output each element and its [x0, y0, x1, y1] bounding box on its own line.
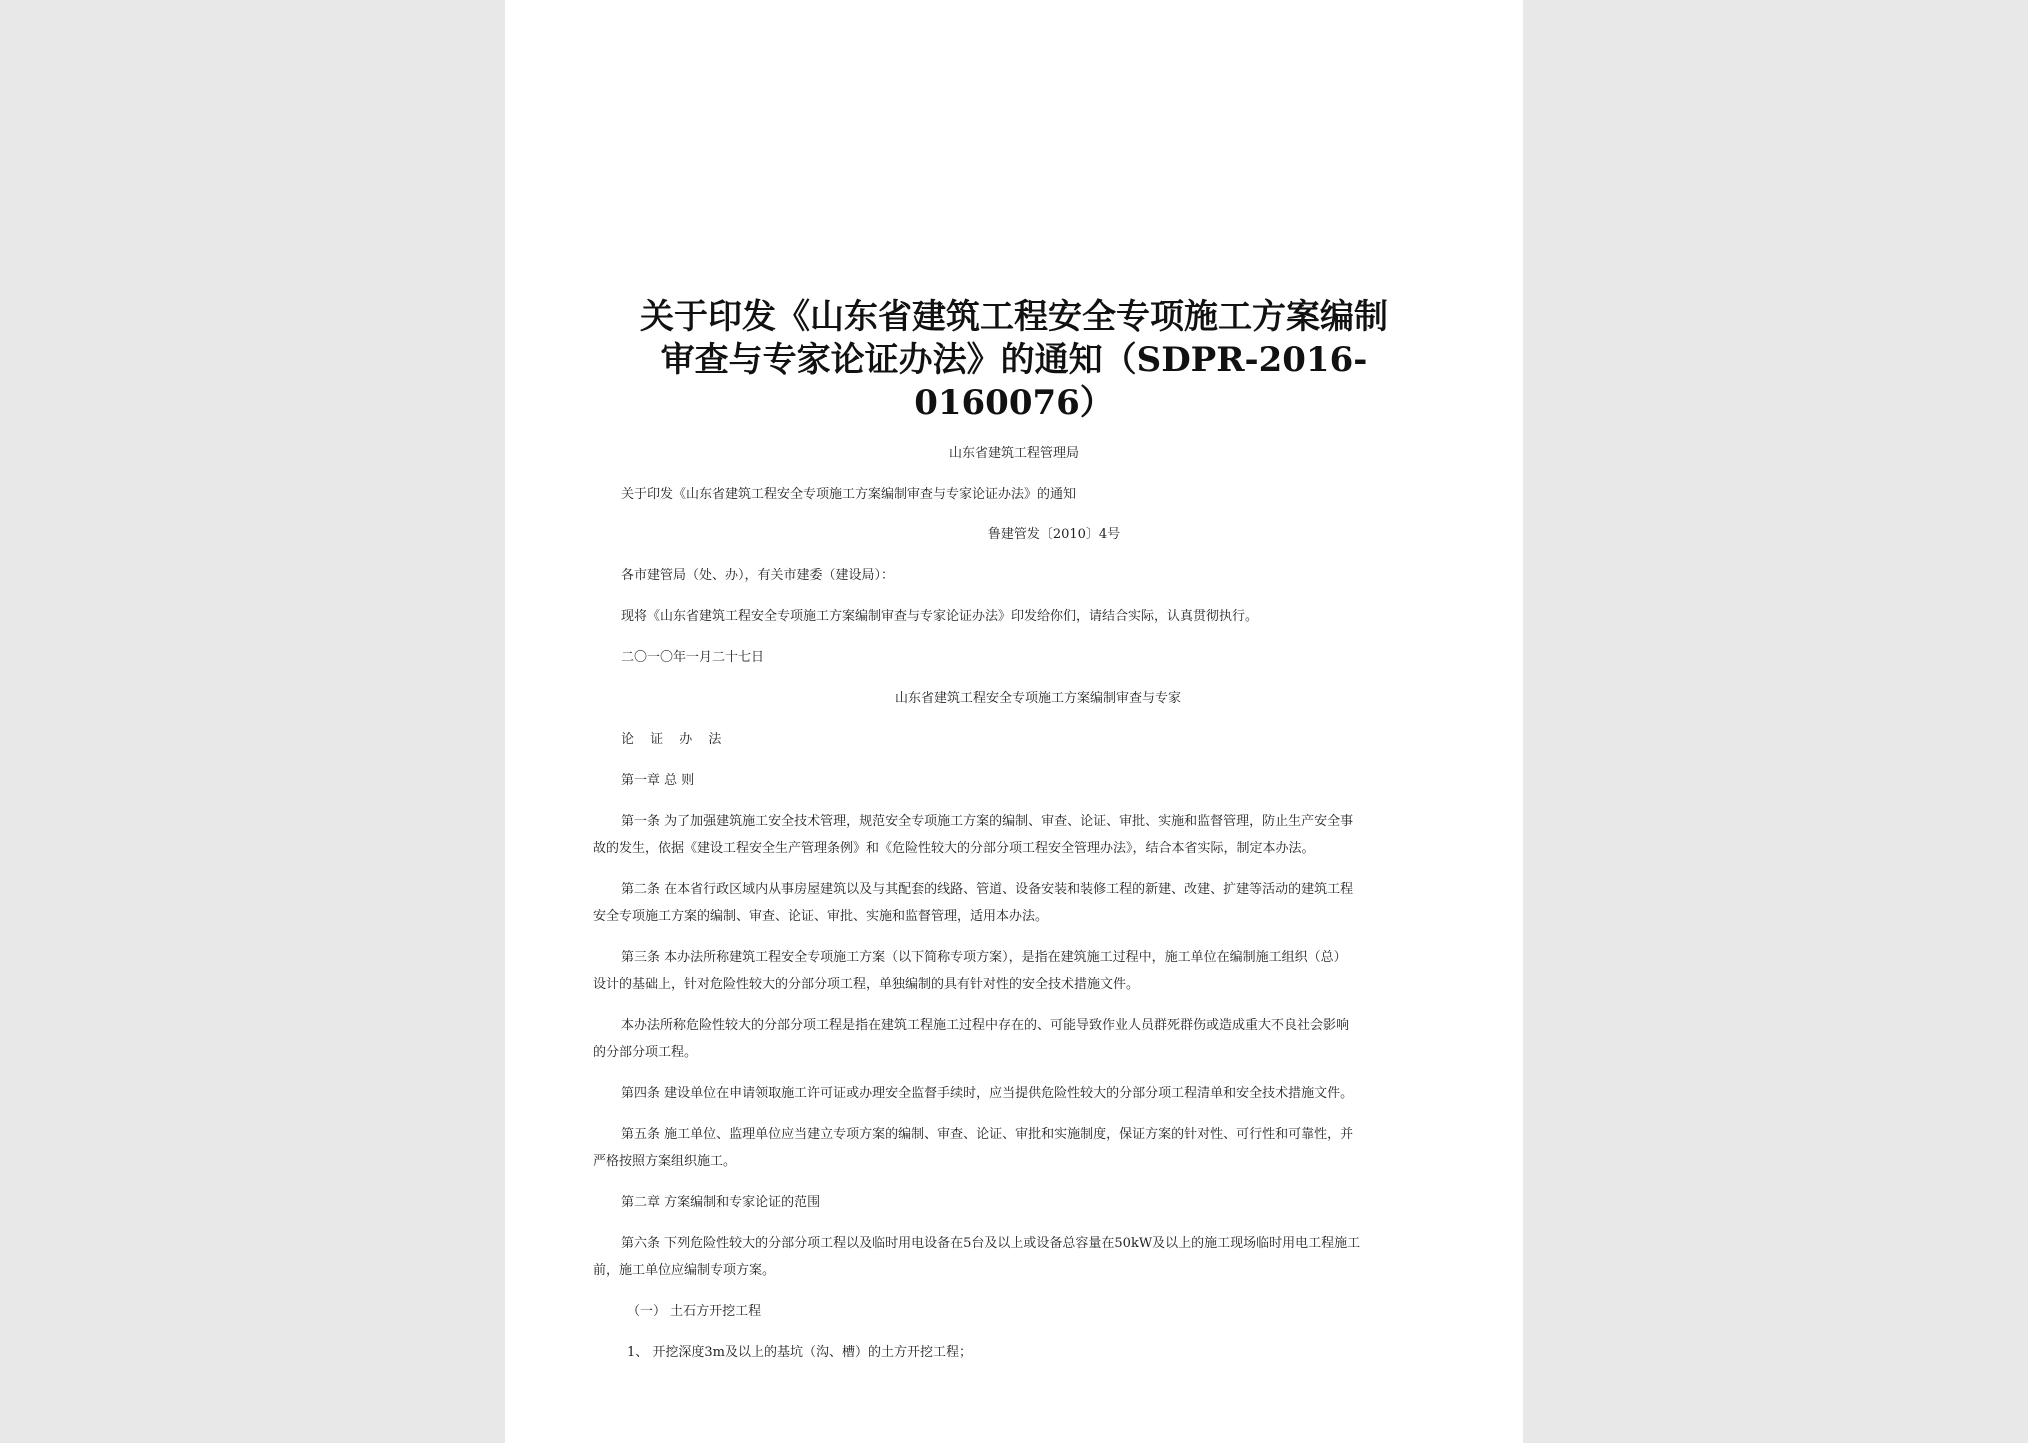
item-1-1: 1、 开挖深度3m及以上的基坑（沟、槽）的土方开挖工程；: [627, 1345, 973, 1360]
title-line-3: 0160076）: [914, 383, 1114, 423]
body-intro: 现将《山东省建筑工程安全专项施工方案编制审查与专家论证办法》印发给你们，请结合实际，认真贯彻执行。: [621, 609, 1259, 624]
article-5-line-1: 第五条 施工单位、监理单位应当建立专项方案的编制、审查、论证、审批和实施制度，保证方案的针对性、可行性和可靠性，并: [621, 1127, 1354, 1142]
issuer: 山东省建筑工程管理局: [948, 446, 1079, 461]
document-page: [505, 0, 1523, 1443]
item-1-heading: （一） 土石方开挖工程: [627, 1304, 762, 1319]
article-1-line-1: 第一条 为了加强建筑施工安全技术管理，规范安全专项施工方案的编制、审查、论证、审批、实施和监督管理，防止生产安全事: [621, 814, 1354, 829]
article-6-line-2: 前，施工单位应编制专项方案。: [593, 1263, 776, 1278]
article-1-line-2: 故的发生，依据《建设工程安全生产管理条例》和《危险性较大的分部分项工程安全管理办法》，结合本省实际，制定本办法。: [593, 841, 1315, 856]
attachment-title-2: 论 证 办 法: [621, 732, 728, 747]
article-5-line-2: 严格按照方案组织施工。: [593, 1154, 737, 1169]
document-title: [505, 296, 1523, 425]
recipients: 各市建管局（处、办），有关市建委（建设局）：: [621, 568, 895, 583]
doc-number: 鲁建管发〔2010〕4号: [987, 527, 1121, 542]
note-line-1: 本办法所称危险性较大的分部分项工程是指在建筑工程施工过程中存在的、可能导致作业人员群死群伤或造成重大不良社会影响: [621, 1018, 1350, 1033]
article-4: 第四条 建设单位在申请领取施工许可证或办理安全监督手续时，应当提供危险性较大的分部分项工程清单和安全技术措施文件。: [621, 1086, 1354, 1101]
chapter-2-heading: 第二章 方案编制和专家论证的范围: [621, 1195, 821, 1210]
date: 二〇一〇年一月二十七日: [621, 650, 765, 665]
title-line-2: 审查与专家论证办法》的通知（SDPR-2016-: [660, 340, 1368, 380]
chapter-1-heading: 第一章 总 则: [621, 773, 695, 788]
article-3-line-1: 第三条 本办法所称建筑工程安全专项施工方案（以下简称专项方案），是指在建筑施工过程中，施工单位在编制施工组织（总）: [621, 950, 1347, 965]
subject: 关于印发《山东省建筑工程安全专项施工方案编制审查与专家论证办法》的通知: [621, 487, 1077, 502]
article-3-line-2: 设计的基础上，针对危险性较大的分部分项工程，单独编制的具有针对性的安全技术措施文件。: [593, 977, 1140, 992]
article-2-line-2: 安全专项施工方案的编制、审查、论证、审批、实施和监督管理，适用本办法。: [593, 909, 1049, 924]
note-line-2: 的分部分项工程。: [593, 1045, 698, 1060]
attachment-title-1: 山东省建筑工程安全专项施工方案编制审查与专家: [894, 691, 1181, 706]
article-6-line-1: 第六条 下列危险性较大的分部分项工程以及临时用电设备在5台及以上或设备总容量在50kW及以上的施工现场临时用电工程施工: [621, 1236, 1361, 1251]
article-2-line-1: 第二条 在本省行政区域内从事房屋建筑以及与其配套的线路、管道、设备安装和装修工程的新建、改建、扩建等活动的建筑工程: [621, 882, 1354, 897]
title-line-1: 关于印发《山东省建筑工程安全专项施工方案编制: [640, 297, 1388, 337]
